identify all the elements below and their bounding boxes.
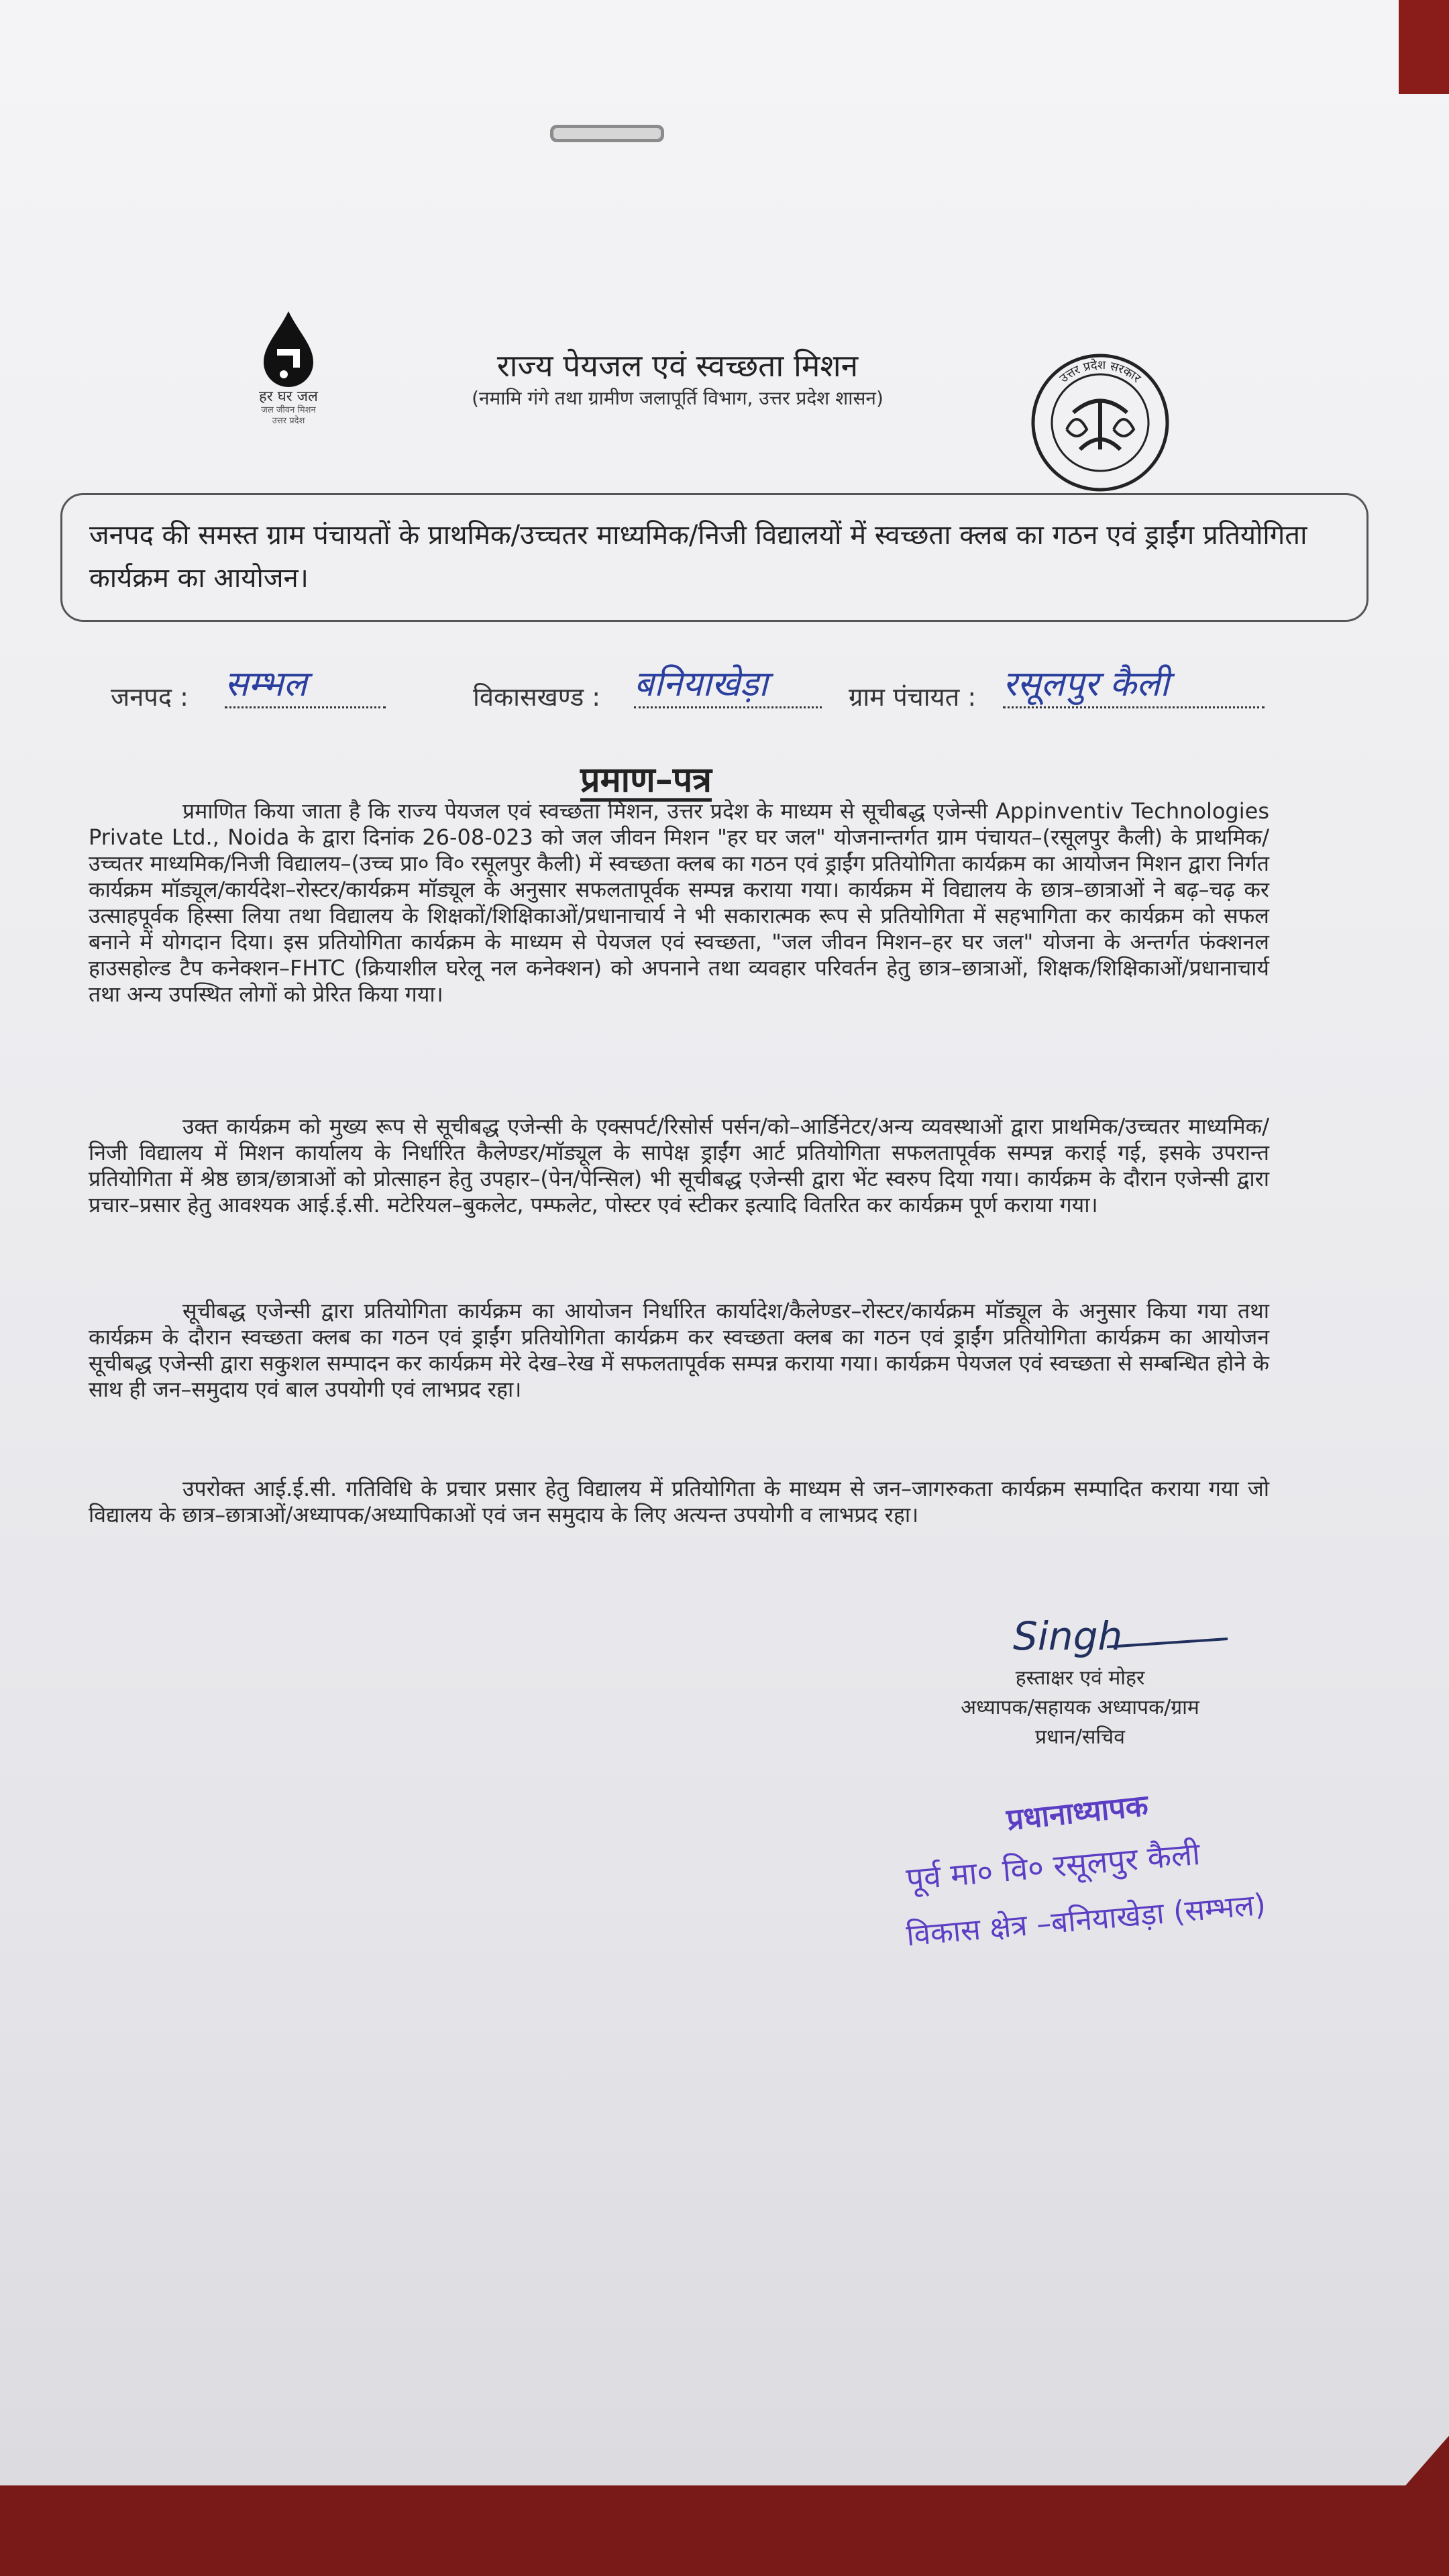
letterhead <box>376 346 979 412</box>
up-govt-emblem-icon <box>1026 349 1174 496</box>
paragraph-2: उक्त कार्यक्रम को मुख्य रूप से सूचीबद्ध एजेन्सी के एक्सपर्ट/रिसोर्स पर्सन/को–आर्डिनेटर/अन्य व्यवस्थाओं द्वारा प्राथमिक/उच्चतर माध्यमिक/निजी विद्यालय में मिशन कार्यालय के निर्धारित कैलेण्डर/मॉड्यूल के सापेक्ष ड्राईंग आर्ट प्रतियोगिता सफलतापूर्वक सम्पन्न कराई गई, इसके उपरान्त प्रतियोगिता में श्रेष्ठ छात्र/छात्राओं को प्रोत्साहन हेतु उपहार–(पेन/पेन्सिल) भी सूचीबद्ध एजेन्सी द्वारा भेंट स्वरुप दिया गया। कार्यक्रम के दौरान एजेन्सी द्वारा प्रचार–प्रसार हेतु आवश्यक आई.ई.सी. मटेरियल–बुकलेट, पम्फलेट, पोस्टर एवं स्टीकर इत्यादि वितरित कर कार्यक्रम पूर्ण कराया गया। <box>89 1114 1269 1218</box>
logo-text-2: जल जीवन मिशन <box>261 405 316 415</box>
background-edge <box>1399 0 1449 94</box>
logo-text-3: उत्तर प्रदेश <box>272 416 305 426</box>
mission-subtitle: (नमामि गंगे तथा ग्रामीण जलापूर्ति विभाग, उत्तर प्रदेश शासन) <box>472 387 883 409</box>
jal-jeevan-mission-logo <box>215 309 362 429</box>
paragraph-3: सूचीबद्ध एजेन्सी द्वारा प्रतियोगिता कार्यक्रम का आयोजन निर्धारित कार्यादेश/कैलेण्डर–रोस्टर/कार्यक्रम मॉड्यूल के अनुसार किया गया तथा कार्यक्रम के दौरान स्वच्छता क्लब का गठन एवं ड्राईंग प्रतियोगिता कार्यक्रम कर स्वच्छता क्लब का गठन एवं ड्राईंग प्रतियोगिता कार्यक्रम का आयोजन सूचीबद्ध एजेन्सी द्वारा सकुशल सम्पादन कर कार्यक्रम मेरे देख–रेख में सफलतापूर्वक सम्पन्न कराया गया। कार्यक्रम पेयजल एवं स्वच्छता से सम्बन्धित होने के साथ ही जन–समुदाय एवं बाल उपयोगी एवं लाभप्रद रहा। <box>89 1298 1269 1402</box>
signatory-line-1: हस्ताक्षर एवं मोहर <box>1015 1666 1145 1690</box>
subject-box: जनपद की समस्त ग्राम पंचायतों के प्राथमिक/उच्चतर माध्यमिक/निजी विद्यालयों में स्वच्छता क्लब का गठन एवं ड्राईंग प्रतियोगिता कार्यक्रम का आयोजन। <box>60 493 1368 622</box>
panchayat-label: ग्राम पंचायत : <box>849 682 977 712</box>
logo-text-1: हर घर जल <box>259 388 318 405</box>
stamp-line-2: पूर्व मा० वि० रसूलपुर कैली <box>904 1835 1202 1898</box>
block-value: बनियाखेड़ा <box>634 659 822 708</box>
location-fields <box>111 664 1385 724</box>
document-title: प्रमाण–पत्र <box>580 760 712 800</box>
stamp-line-1: प्रधानाध्यापक <box>1005 1788 1150 1837</box>
paragraph-4: उपरोक्त आई.ई.सी. गतिविधि के प्रचार प्रसार हेतु विद्यालय में प्रतियोगिता के माध्यम से जन–जागरुकता कार्यक्रम सम्पादित कराया गया जो विद्यालय के छात्र–छात्राओं/अध्यापक/अध्यापिकाओं एवं जन समुदाय के लिए अत्यन्त उपयोगी व लाभप्रद रहा। <box>89 1476 1269 1527</box>
staple <box>550 125 664 142</box>
stamp-line-3: विकास क्षेत्र –बनियाखेड़ा (सम्भल) <box>905 1887 1267 1953</box>
signatory-block <box>892 1664 1268 1752</box>
district-label: जनपद : <box>111 682 189 712</box>
signatory-line-2: अध्यापक/सहायक अध्यापक/ग्राम <box>961 1696 1199 1719</box>
signatory-line-3: प्रधान/सचिव <box>1035 1725 1125 1749</box>
mission-title: राज्य पेयजल एवं स्वच्छता मिशन <box>496 347 859 384</box>
district-value: सम्भल <box>225 659 386 708</box>
emblem-text: उत्तर प्रदेश सरकार <box>1057 358 1144 386</box>
signature-text: Singh <box>1013 1613 1123 1659</box>
paragraph-1: प्रमाणित किया जाता है कि राज्य पेयजल एवं स्वच्छता मिशन, उत्तर प्रदेश के माध्यम से सूचीबद्ध एजेन्सी Appinventiv Technologies Private Ltd., Noida के द्वारा दिनांक 26-08-023 को जल जीवन मिशन "हर घर जल" योजनान्तर्गत ग्राम पंचायत–(रसूलपुर कैली) के प्राथमिक/उच्चतर माध्यमिक/निजी विद्यालय–(उच्च प्रा० वि० रसूलपुर कैली) में स्वच्छता क्लब का गठन एवं ड्राईंग प्रतियोगिता कार्यक्रम का आयोजन मिशन द्वारा निर्गत कार्यक्रम मॉड्यूल/कार्यदेश–रोस्टर/कार्यक्रम मॉड्यूल के अनुसार सफलतापूर्वक सम्पन्न कराया गया। कार्यक्रम में विद्यालय के छात्र–छात्राओं ने बढ़–चढ़ कर उत्साहपूर्वक हिस्सा लिया तथा विद्यालय के शिक्षकों/शिक्षिकाओं/प्रधानाचार्य ने भी सकारात्मक रूप से प्रतियोगिता में सहभागिता कर कार्यक्रम को सफल बनाने में योगदान दिया। इस प्रतियोगिता कार्यक्रम के माध्यम से पेयजल एवं स्वच्छता, "जल जीवन मिशन–हर घर जल" योजना के अन्तर्गत फंक्शनल हाउसहोल्ड टैप कनेक्शन–FHTC (क्रियाशील घरेलू नल कनेक्शन) को अपनाने तथा व्यवहार परिवर्तन हेतु छात्र–छात्राओं, शिक्षक/शिक्षिकाओं/प्रधानाचार्य तथा अन्य उपस्थित लोगों को प्रेरित किया गया। <box>89 798 1269 1007</box>
water-drop-icon <box>252 309 325 389</box>
block-label: विकासखण्ड : <box>473 682 601 712</box>
panchayat-value: रसूलपुर कैली <box>1003 659 1265 708</box>
official-stamp <box>892 1778 1362 1952</box>
